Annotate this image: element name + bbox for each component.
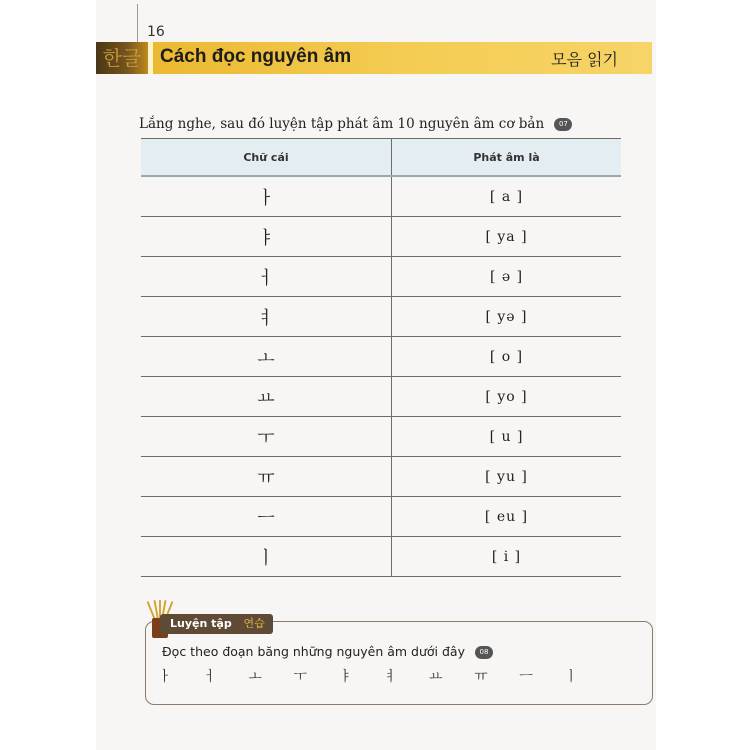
practice-instruction bbox=[162, 644, 493, 659]
vowel-pronunciation: [ ya ] bbox=[392, 217, 622, 257]
practice-vowel: ㅗ bbox=[248, 669, 262, 685]
vowel-pronunciation: [ yo ] bbox=[392, 377, 622, 417]
vowel-letter: ㅏ bbox=[141, 176, 392, 217]
vowel-letter: ㅣ bbox=[141, 537, 392, 577]
table-header-row bbox=[141, 139, 621, 177]
table-row bbox=[141, 297, 621, 337]
instruction-text: Lắng nghe, sau đó luyện tập phát âm 10 nguyên âm cơ bản bbox=[139, 116, 545, 132]
page-number: 16 bbox=[147, 24, 165, 40]
practice-vowel: ㅓ bbox=[203, 669, 217, 685]
practice-vowel: ㅑ bbox=[338, 669, 353, 685]
hangul-decor: 한글 bbox=[96, 42, 148, 74]
vowel-pronunciation: [ i ] bbox=[392, 537, 622, 577]
vowel-letter: ㅗ bbox=[141, 337, 392, 377]
table-row bbox=[141, 257, 621, 297]
instruction bbox=[139, 116, 572, 132]
table-row bbox=[141, 176, 621, 217]
vowel-pronunciation: [ u ] bbox=[392, 417, 622, 457]
practice-label bbox=[160, 614, 273, 634]
vowel-letter: ㅜ bbox=[141, 417, 392, 457]
vowel-letter: ㅑ bbox=[141, 217, 392, 257]
practice-label-korean: 연습 bbox=[243, 617, 265, 630]
column-header-letter: Chữ cái bbox=[141, 139, 392, 177]
practice-vowel: ㅠ bbox=[474, 669, 488, 685]
vowel-letter: ㅕ bbox=[141, 297, 392, 337]
vowel-pronunciation: [ ə ] bbox=[392, 257, 622, 297]
practice-instruction-text: Đọc theo đoạn băng những nguyên âm dưới đây bbox=[162, 644, 465, 659]
vowel-pronunciation: [ o ] bbox=[392, 337, 622, 377]
vowel-letter: ㅡ bbox=[141, 497, 392, 537]
vowel-pronunciation: [ yu ] bbox=[392, 457, 622, 497]
practice-vowel: ㅜ bbox=[293, 669, 307, 685]
title-banner bbox=[96, 42, 652, 74]
vowel-pronunciation: [ a ] bbox=[392, 176, 622, 217]
table-row bbox=[141, 497, 621, 537]
practice-label-text: Luyện tập bbox=[170, 617, 232, 630]
audio-track-icon[interactable]: 07 bbox=[554, 118, 572, 131]
vowel-pronunciation: [ yə ] bbox=[392, 297, 622, 337]
practice-vowel: ㅛ bbox=[428, 669, 443, 685]
table-row bbox=[141, 457, 621, 497]
practice-vowel: ㅕ bbox=[383, 669, 398, 685]
practice-vowel: ㅣ bbox=[564, 669, 578, 685]
practice-vowel: ㅏ bbox=[158, 669, 172, 685]
table-row bbox=[141, 537, 621, 577]
vowel-letter: ㅛ bbox=[141, 377, 392, 417]
page-title: Cách đọc nguyên âm bbox=[160, 46, 352, 67]
vowel-pronunciation: [ eu ] bbox=[392, 497, 622, 537]
column-header-pronunciation: Phát âm là bbox=[392, 139, 622, 177]
vowel-letter: ㅓ bbox=[141, 257, 392, 297]
table-row bbox=[141, 377, 621, 417]
practice-vowel: ㅡ bbox=[519, 669, 533, 685]
practice-vowel-list bbox=[158, 666, 578, 686]
table-row bbox=[141, 337, 621, 377]
page-title-korean: 모음 읽기 bbox=[551, 50, 618, 69]
vowel-letter: ㅠ bbox=[141, 457, 392, 497]
banner-divider bbox=[148, 42, 153, 74]
audio-track-icon[interactable]: 08 bbox=[475, 646, 493, 659]
table-row bbox=[141, 217, 621, 257]
table-row bbox=[141, 417, 621, 457]
vowel-table bbox=[141, 138, 621, 577]
